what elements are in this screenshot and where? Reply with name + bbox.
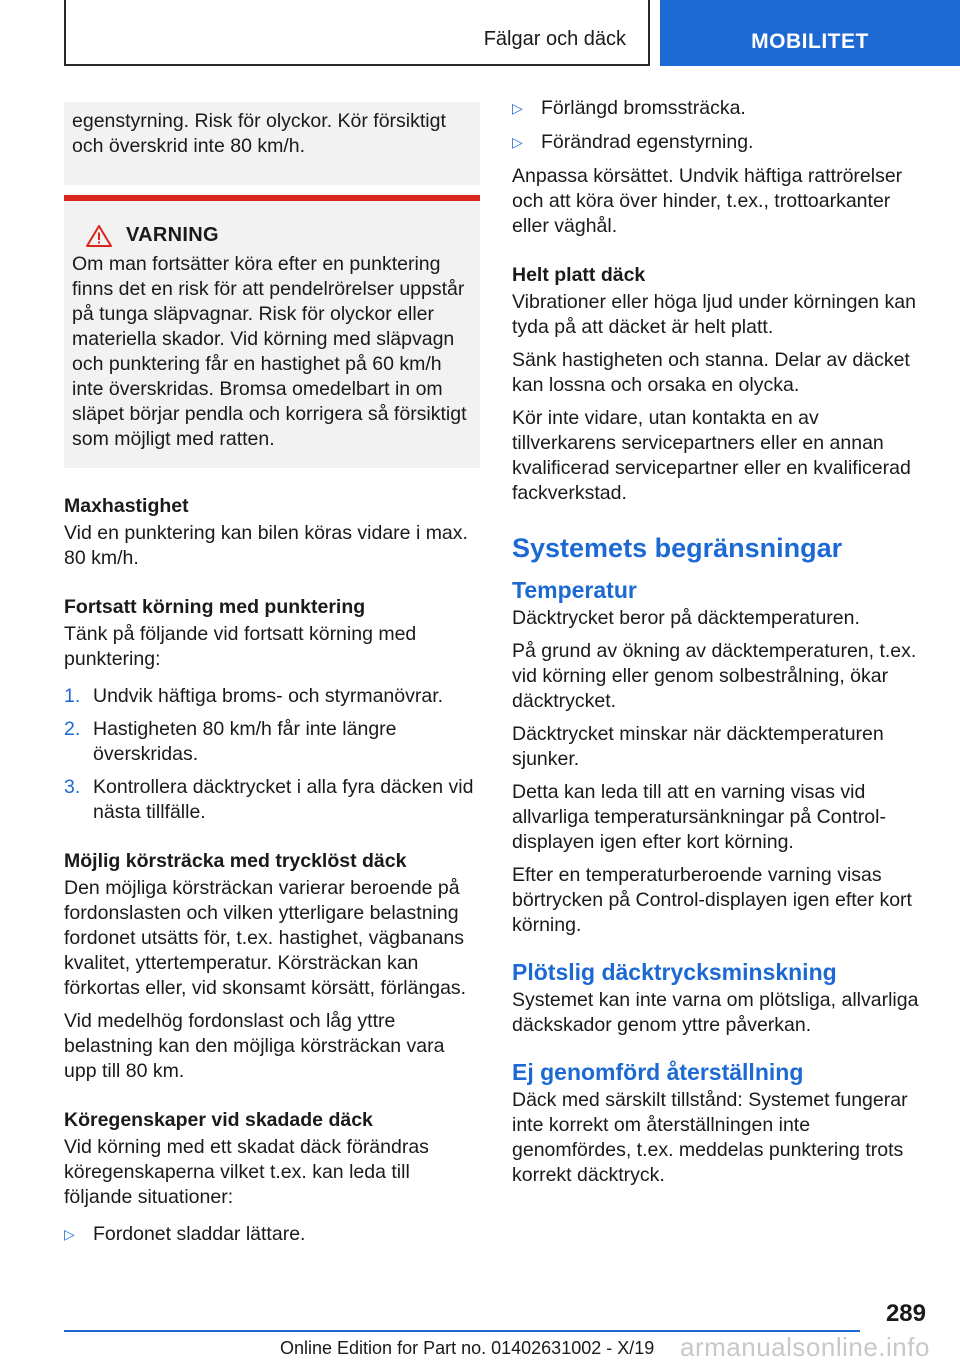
list-item-text: Undvik häftiga broms- och styrmanövrar.: [93, 685, 444, 707]
heading-range: Möjlig körsträcka med trycklöst däck: [64, 850, 407, 872]
range-text-1: Den möjliga körsträckan varierar beroende på fordonslasten och vilken ytterligare belastning fordonet utsätts för, t.ex. hastighet, vägbanans kvalitet, yttertemperatur. Körsträckan kan förkortas eller, vid skonsamt körsätt, förlängas.: [64, 877, 467, 999]
list-item-text: Förändrad egenstyrning.: [541, 131, 754, 153]
adapt-text: Anpassa körsättet. Undvik häftiga rattrörelser och att köra över hinder, t.ex., trottoarkanter eller väghål.: [512, 165, 903, 237]
heading-continued-driving: Fortsatt körning med punktering: [64, 596, 366, 618]
list-item: [512, 130, 928, 155]
continued-driving-list: [64, 684, 480, 825]
list-item: [64, 775, 480, 825]
warning-title: VARNING: [126, 224, 219, 246]
handling-list: [64, 1222, 480, 1247]
flat-tire-text-1: Vibrationer eller höga ljud under körningen kan tyda på att däcket är helt platt.: [512, 291, 916, 338]
list-item-text: Fordonet sladdar lättare.: [93, 1223, 306, 1245]
section-box: [64, 0, 650, 66]
watermark: armanualsonline.info: [680, 1332, 930, 1362]
warning-box: [64, 195, 480, 468]
range-text-2: Vid medelhög fordonslast och låg yttre belastning kan den möjliga körsträckan vara upp till 80 km.: [64, 1010, 445, 1082]
heading-system-limits: Systemets begränsningar: [512, 533, 843, 563]
heading-handling: Köregenskaper vid skadade däck: [64, 1109, 373, 1131]
page-number: 289: [885, 1300, 926, 1327]
temperature-text-5: Efter en temperaturberoende varning visas börtrycken på Control-displayen igen efter kort körning.: [512, 864, 912, 936]
triangle-bullet-icon: ▷: [512, 134, 523, 150]
temperature-text-4: Detta kan leda till att en varning visas vid allvarliga temperatursänkningar på Control-displayen igen efter kort körning.: [512, 781, 886, 853]
left-column: [64, 96, 480, 1255]
warning-text: Om man fortsätter köra efter en punktering finns det en risk för att pendelrörelser uppstår på tunga släpvagnar. Risk för olyckor eller materiella skador. Vid körning med släpvagn och punktering får en hastighet på 60 km/h inte överskridas. Bromsa omedelbart in om släpet börjar pendla och korrigera så försiktigt som möjligt med ratten.: [72, 253, 467, 450]
right-column: [512, 96, 928, 1196]
list-number: 1.: [64, 685, 81, 707]
page-header: [0, 0, 960, 66]
flat-tire-text-2: Sänk hastigheten och stanna. Delar av däcket kan lossna och orsaka en olycka.: [512, 349, 910, 396]
footer-edition: Online Edition for Part no. 01402631002 - X/19: [280, 1338, 655, 1358]
list-item: [512, 96, 928, 121]
handling-text: Vid körning med ett skadat däck förändras köregenskaperna vilket t.ex. kan leda till följande situationer:: [64, 1136, 429, 1208]
list-number: 2.: [64, 718, 81, 740]
flat-tire-text-3: Kör inte vidare, utan kontakta en av tillverkarens servicepartners eller en annan kvalificerad servicepartner eller en kvalificerad fackverkstad.: [512, 407, 911, 504]
temperature-text-1: Däcktrycket beror på däcktemperaturen.: [512, 607, 860, 629]
list-item-text: Hastigheten 80 km/h får inte längre överskridas.: [93, 718, 397, 765]
list-item: [64, 717, 480, 767]
continued-warning-text: egenstyrning. Risk för olyckor. Kör försiktigt och överskrid inte 80 km/h.: [72, 110, 446, 157]
chapter-tab[interactable]: MOBILITET: [660, 0, 960, 66]
triangle-bullet-icon: ▷: [512, 100, 523, 116]
heading-sudden-pressure-loss: Plötslig däcktrycksminskning: [512, 959, 837, 985]
reset-not-performed-text: Däck med särskilt tillstånd: Systemet fungerar inte korrekt om återställningen inte genomfördes, t.ex. meddelas punktering trots korrekt däcktryck.: [512, 1089, 908, 1186]
temperature-text-2: På grund av ökning av däcktemperaturen, t.ex. vid körning eller genom solbestrålning, ökar däcktrycket.: [512, 640, 917, 712]
heading-temperature: Temperatur: [512, 577, 637, 603]
continued-driving-intro: Tänk på följande vid fortsatt körning med punktering:: [64, 623, 417, 670]
handling-list-continued: [512, 96, 928, 155]
heading-flat-tire: Helt platt däck: [512, 264, 646, 286]
heading-max-speed: Maxhastighet: [64, 495, 189, 517]
temperature-text-3: Däcktrycket minskar när däcktemperaturen sjunker.: [512, 723, 884, 770]
heading-reset-not-performed: Ej genomförd återställning: [512, 1059, 804, 1085]
warning-triangle-icon: [86, 225, 112, 247]
list-item: [64, 684, 480, 709]
warning-header: [86, 223, 472, 248]
continued-warning-box: [64, 102, 480, 185]
list-item-text: Förlängd bromssträcka.: [541, 97, 746, 119]
triangle-bullet-icon: ▷: [64, 1226, 75, 1242]
section-title: Fälgar och däck: [483, 28, 626, 50]
list-number: 3.: [64, 776, 81, 798]
sudden-pressure-loss-text: Systemet kan inte varna om plötsliga, allvarliga däckskador genom yttre påverkan.: [512, 989, 919, 1036]
list-item: [64, 1222, 480, 1247]
list-item-text: Kontrollera däcktrycket i alla fyra däcken vid nästa tillfälle.: [93, 776, 474, 823]
max-speed-text: Vid en punktering kan bilen köras vidare i max. 80 km/h.: [64, 522, 468, 569]
